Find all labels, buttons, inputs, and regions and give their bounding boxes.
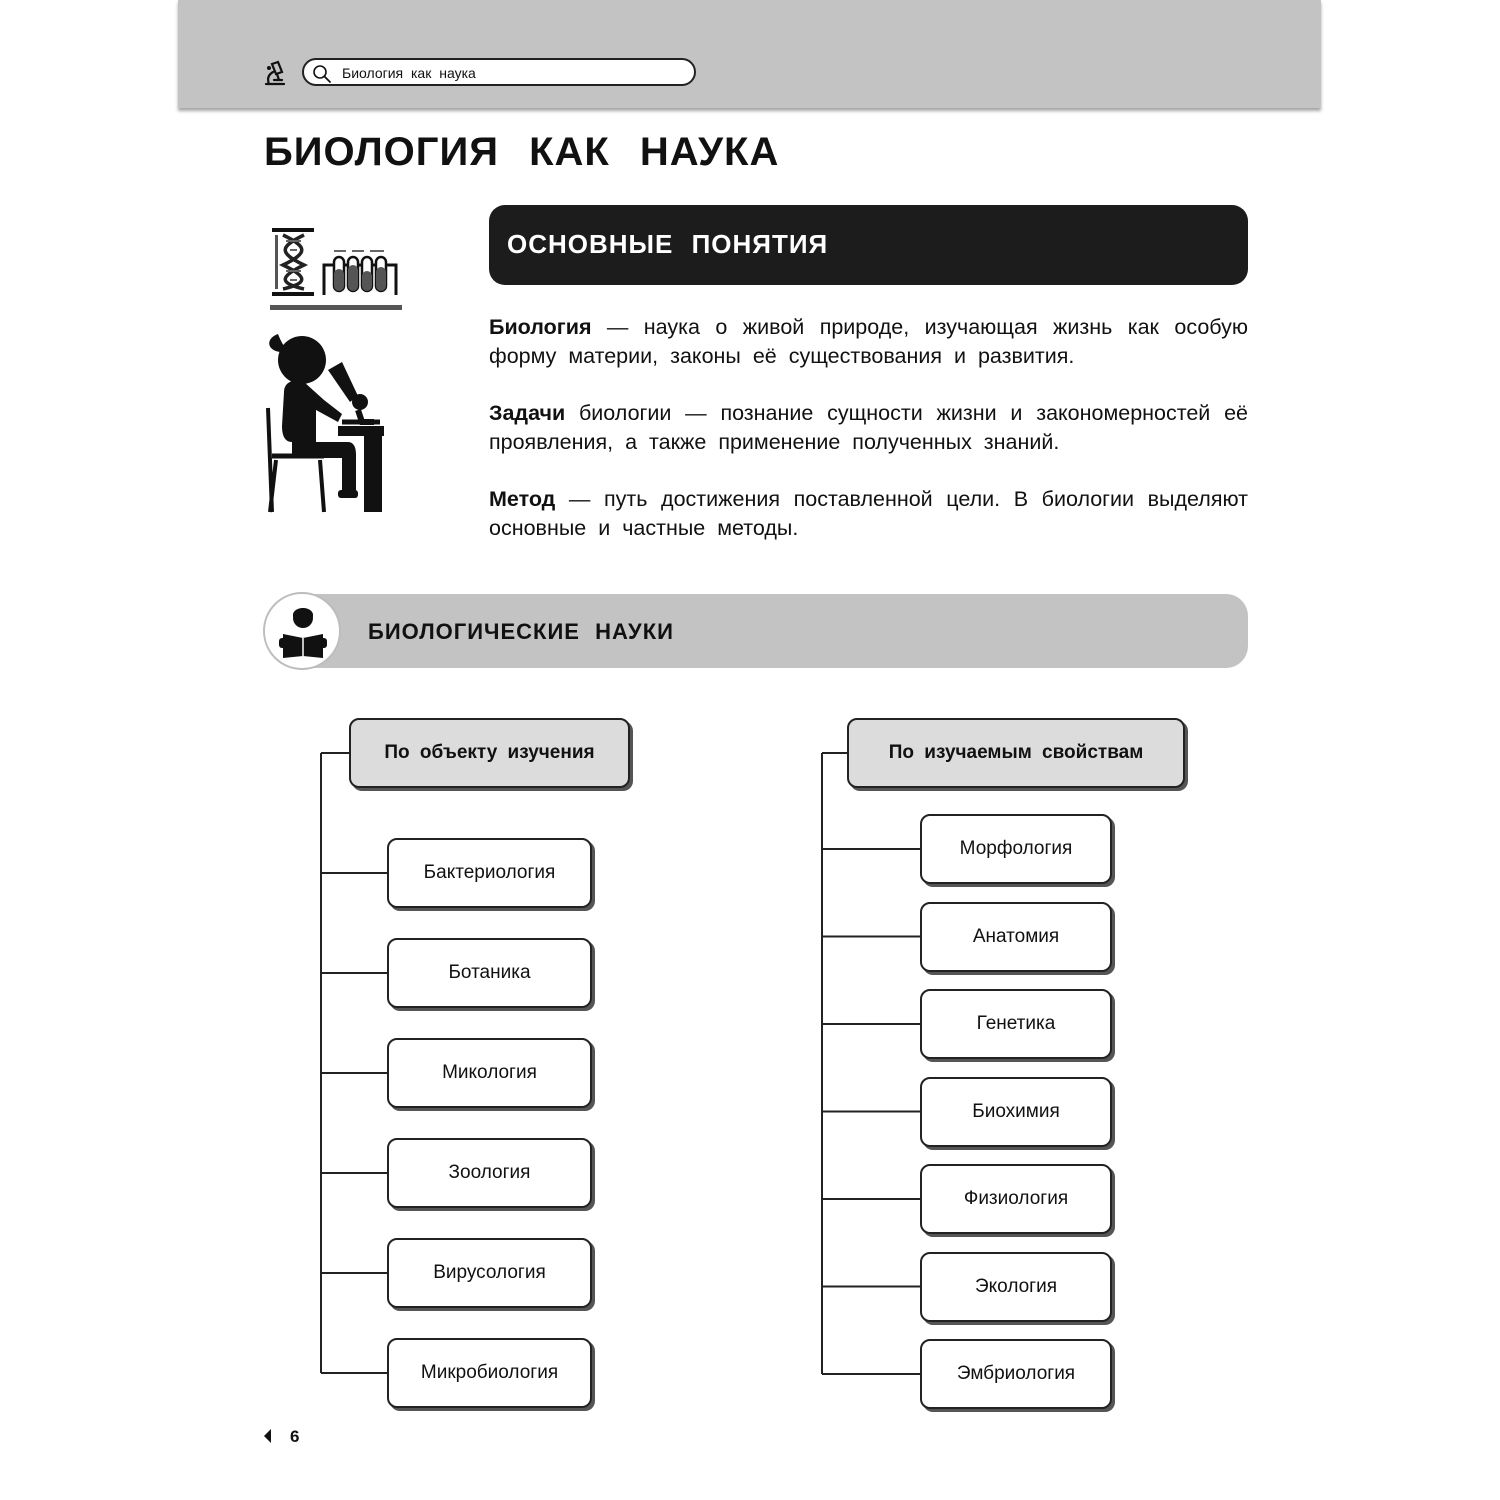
search-input[interactable]	[302, 58, 696, 86]
science-node: Физиология	[920, 1164, 1112, 1234]
definition-method	[489, 485, 1248, 543]
science-node: Вирусология	[387, 1238, 592, 1308]
science-node: Экология	[920, 1252, 1112, 1322]
science-node: Биохимия	[920, 1077, 1112, 1147]
page-title: БИОЛОГИЯ КАК НАУКА	[264, 130, 780, 174]
sciences-title: БИОЛОГИЧЕСКИЕ НАУКИ	[368, 619, 674, 644]
search-text: Биология как наука	[342, 65, 476, 81]
group-by-property: По изучаемым свойствам	[847, 718, 1185, 788]
concepts-title: ОСНОВНЫЕ ПОНЯТИЯ	[507, 229, 829, 259]
science-node: Микология	[387, 1038, 592, 1108]
reader-book-icon	[277, 604, 329, 660]
dna-test-tubes-icon	[268, 225, 404, 313]
science-node: Зоология	[387, 1138, 592, 1208]
definition-biology	[489, 313, 1248, 371]
science-node: Микробиология	[387, 1338, 592, 1408]
concepts-header	[489, 205, 1248, 285]
science-node: Генетика	[920, 989, 1112, 1059]
definition-text: — путь достижения поставленной цели. В биологии выделяют основные и частные методы.	[489, 487, 1248, 540]
definition-term: Биология	[489, 315, 592, 339]
definition-text: биологии — познание сущности жизни и закономерностей её проявления, а также применение полученных знаний.	[489, 401, 1248, 454]
group-by-object: По объекту изучения	[349, 718, 630, 788]
search-icon	[312, 64, 332, 84]
science-node: Анатомия	[920, 902, 1112, 972]
sciences-header	[300, 594, 1248, 668]
definition-term: Задачи	[489, 401, 566, 425]
page-arrow-icon	[262, 1428, 272, 1444]
science-node: Бактериология	[387, 838, 592, 908]
microscope-icon	[260, 58, 290, 88]
science-node: Эмбриология	[920, 1339, 1112, 1409]
definition-term: Метод	[489, 487, 556, 511]
science-node: Ботаника	[387, 938, 592, 1008]
science-node: Морфология	[920, 814, 1112, 884]
definition-tasks	[489, 399, 1248, 457]
page-number: 6	[290, 1427, 300, 1446]
running-header	[178, 0, 1321, 108]
scientist-microscope-icon	[262, 330, 387, 515]
definition-text: — наука о живой природе, изучающая жизнь как особую форму материи, законы её существования и развития.	[489, 315, 1248, 368]
sciences-icon-badge	[263, 592, 341, 670]
